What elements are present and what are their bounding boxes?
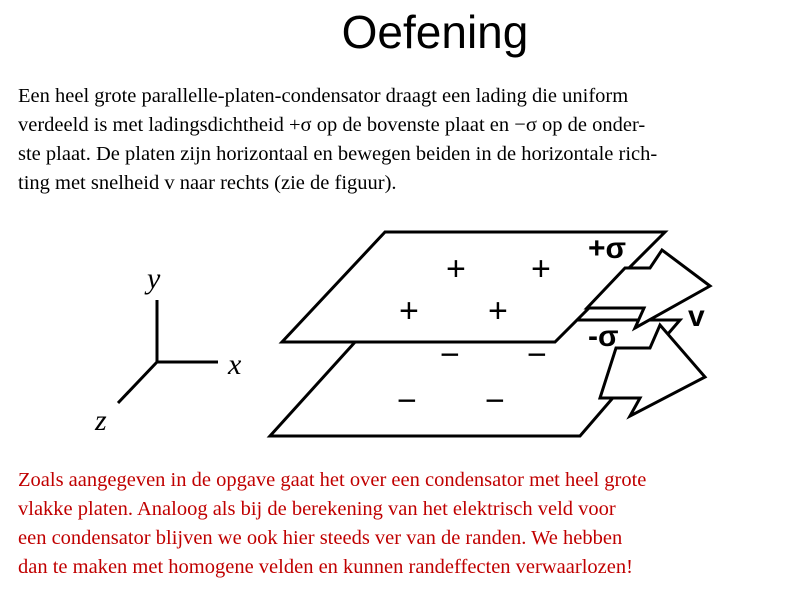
problem-line: Een heel grote parallelle-platen-condensator draagt een lading die uniform (18, 85, 629, 107)
minus-charge: − (440, 336, 460, 374)
axis-label-y: y (147, 262, 161, 295)
bottom-plate-charge-label: -σ (588, 320, 619, 353)
answer-line: dan te maken met homogene velden en kunnen randeffecten verwaarlozen! (18, 556, 633, 578)
velocity-label: v (688, 300, 705, 333)
coordinate-axes (118, 300, 218, 403)
minus-charge: − (527, 336, 547, 374)
problem-line: verdeeld is met ladingsdichtheid +σ op de bovenste plaat en −σ op de onder- (18, 114, 646, 136)
minus-charge: − (485, 382, 505, 420)
answer-line: vlakke platen. Analoog als bij de berekening van het elektrisch veld voor (18, 498, 616, 520)
answer-line: een condensator blijven we ook hier steeds ver van de randen. We hebben (18, 527, 623, 549)
answer-explanation (18, 466, 782, 582)
plus-charge: + (399, 292, 419, 330)
problem-line: ting met snelheid v naar rechts (zie de figuur). (18, 172, 397, 194)
plus-charge: + (488, 292, 508, 330)
z-axis-line (118, 362, 157, 403)
slide-title: Oefening (341, 6, 529, 58)
plus-charge: + (446, 250, 466, 288)
axis-label-z: z (95, 404, 107, 437)
plus-charge: + (531, 250, 551, 288)
axis-label-x: x (228, 348, 242, 381)
problem-line: ste plaat. De platen zijn horizontaal en bewegen beiden in de horizontale rich- (18, 143, 658, 165)
answer-line: Zoals aangegeven in de opgave gaat het over een condensator met heel grote (18, 469, 647, 491)
top-plate-charge-label: +σ (588, 232, 627, 265)
minus-charge: − (397, 382, 417, 420)
